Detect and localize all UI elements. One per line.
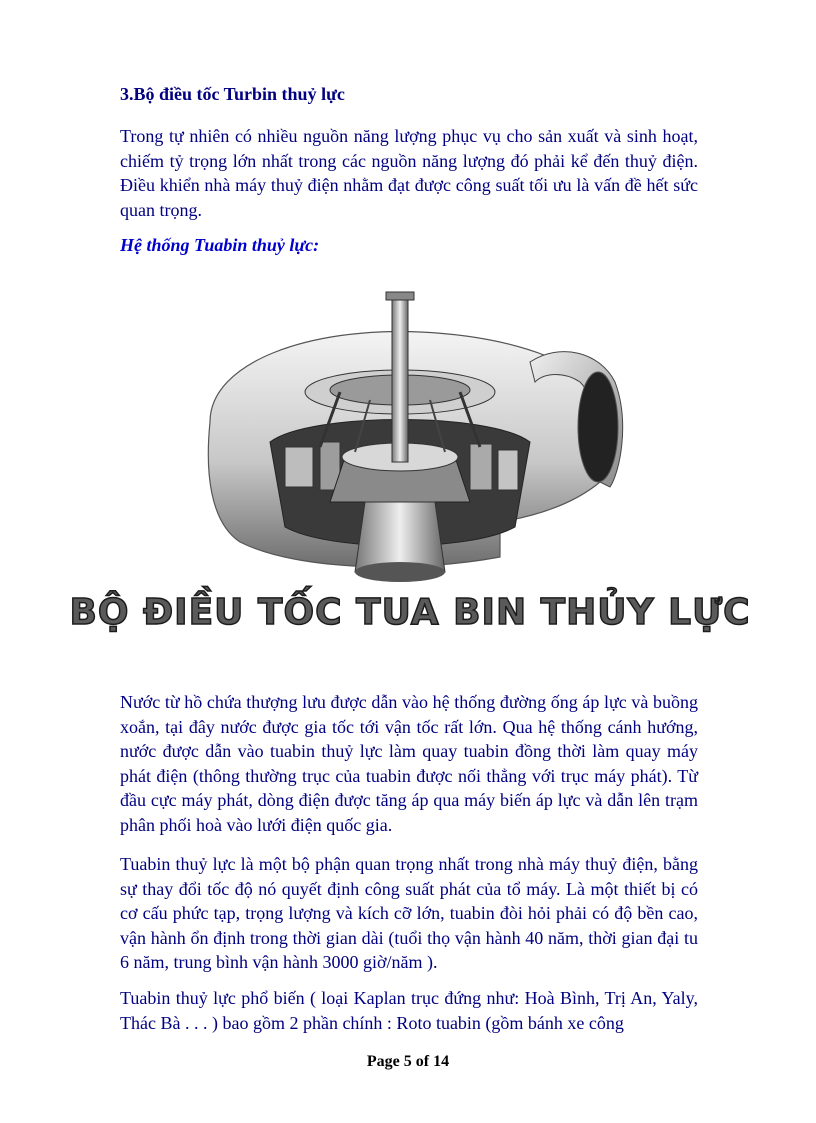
subheading: Hệ thống Tuabin thuỷ lực: (120, 235, 320, 255)
turbine-figure (69, 272, 751, 672)
paragraph-3: Tuabin thuỷ lực là một bộ phận quan trọng nhất trong nhà máy thuỷ điện, bằng sự thay đổi tốc độ nó quyết định công suất phát của tổ máy. Là một thiết bị có cơ cấu phức tạp, trọng lượng và kích cỡ lớn, tuabin đòi hỏi phải có độ bền cao, vận hành ổn định trong thời gian dài (tuổi thọ vận hành 40 năm, thời gian đại tu 6 năm, trung bình vận hành 3000 giờ/năm ). (120, 854, 698, 972)
turbine-illustration (69, 272, 751, 672)
intro-paragraph: Trong tự nhiên có nhiều nguồn năng lượng phục vụ cho sản xuất và sinh hoạt, chiếm tỷ trọng lớn nhất trong các nguồn năng lượng đó phải kể đến thuỷ điện. Điều khiển nhà máy thuỷ điện nhằm đạt được công suất tối ưu là vấn đề hết sức quan trọng. (120, 126, 698, 220)
paragraph-2: Nước từ hồ chứa thượng lưu được dẫn vào hệ thống đường ống áp lực và buồng xoắn, tại đây nước được gia tốc tới vận tốc rất lớn. Qua hệ thống cánh hướng, nước được dẫn vào tuabin thuỷ lực làm quay tuabin đồng thời làm quay máy phát điện (thông thường trục của tuabin được nối thẳng với trục máy phát). Từ đầu cực máy phát, dòng điện được tăng áp qua máy biến áp lực và dẫn lên trạm phân phối hoà vào lưới điện quốc gia. (120, 692, 698, 835)
figure-banner-text: BỘ ĐIỀU TỐC TUA BIN THỦY LỰC (69, 592, 751, 633)
paragraph-4: Tuabin thuỷ lực phổ biến ( loại Kaplan trục đứng như: Hoà Bình, Trị An, Yaly, Thác Bà . . . ) bao gồm 2 phần chính : Roto tuabin (gồm bánh xe công (120, 988, 698, 1033)
section-title: 3.Bộ điều tốc Turbin thuỷ lực (120, 84, 345, 104)
page-footer: Page 5 of 14 (366, 1053, 450, 1070)
